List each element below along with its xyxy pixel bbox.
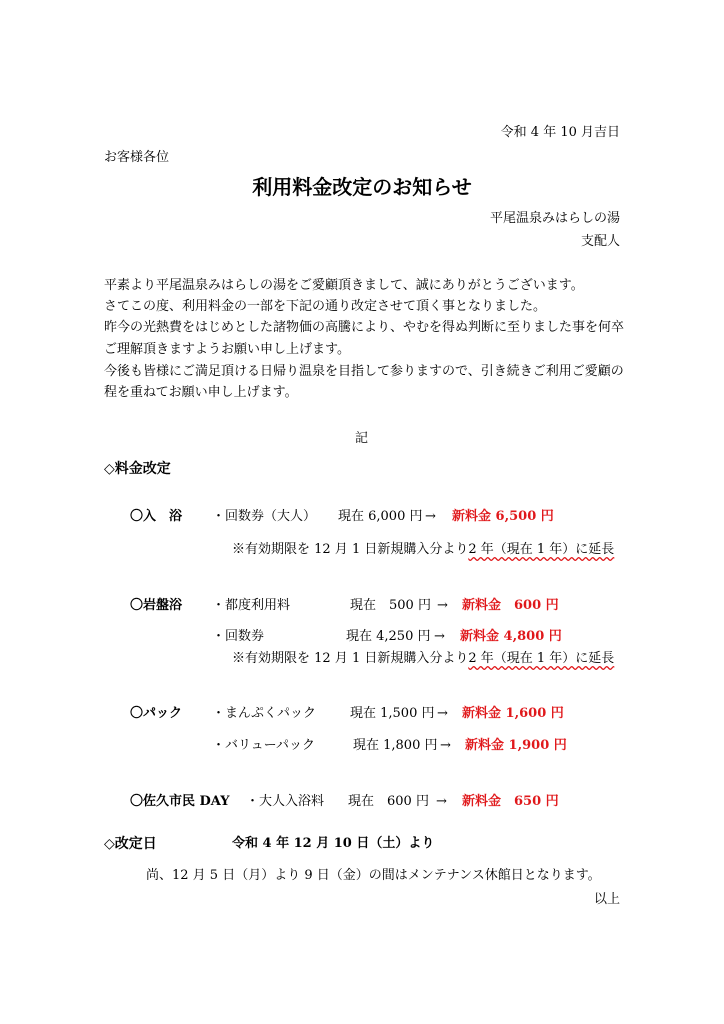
closing-mark: 以上 xyxy=(593,892,620,907)
category-bedrock-bath: 〇岩盤浴 xyxy=(130,598,183,613)
note-highlight: 2 年（現在 1 年）に延長 xyxy=(468,542,615,557)
body-line: ご理解頂きますようお願い申し上げます。 xyxy=(104,342,350,357)
current-price: 現在 6,000 円 xyxy=(338,509,423,524)
fee-section-heading: ◇料金改定 xyxy=(104,461,171,477)
category-bath: 〇入 浴 xyxy=(130,509,183,524)
new-price: 新料金 4,800 円 xyxy=(460,629,562,644)
current-price: 現在 600 円 xyxy=(348,794,429,809)
revision-date: 令和 4 年 12 月 10 日（土）より xyxy=(232,836,435,851)
item-name: ・回数券（大人） xyxy=(212,509,317,524)
item-name: ・大人入浴料 xyxy=(246,794,325,809)
revision-section-heading: ◇改定日 xyxy=(104,836,157,852)
current-price: 現在 1,500 円 xyxy=(350,706,435,721)
validity-note xyxy=(232,651,614,667)
new-price: 新料金 1,600 円 xyxy=(462,706,564,721)
issuer-role: 支配人 xyxy=(580,234,620,249)
category-saku-citizen-day: 〇佐久市民 DAY xyxy=(130,794,230,809)
arrow-icon: → xyxy=(434,629,445,644)
body-line: 今後も皆様にご満足頂ける日帰り温泉を目指して参りますので、引き続きご利用ご愛顧の xyxy=(104,364,624,379)
ki-mark: 記 xyxy=(355,431,369,446)
note-highlight: 2 年（現在 1 年）に延長 xyxy=(468,651,615,666)
item-name: ・都度利用料 xyxy=(212,598,291,613)
arrow-icon: → xyxy=(440,738,451,753)
arrow-icon: → xyxy=(436,794,447,809)
issuer-org: 平尾温泉みはらしの湯 xyxy=(489,211,620,226)
category-pack: 〇パック xyxy=(130,706,183,721)
new-price: 新料金 6,500 円 xyxy=(452,509,554,524)
item-name: ・バリューパック xyxy=(212,738,315,753)
arrow-icon: → xyxy=(425,509,436,524)
new-price: 新料金 650 円 xyxy=(462,794,559,809)
body-line: 昨今の光熱費をはじめとした諸物価の高騰により、やむを得ぬ判断に至りました事を何卒 xyxy=(104,320,625,335)
current-price: 現在 1,800 円 xyxy=(353,738,438,753)
new-price: 新料金 1,900 円 xyxy=(465,738,567,753)
body-line: 程を重ねてお願い申し上げます。 xyxy=(104,385,298,400)
note-prefix: ※有効期限を 12 月 1 日新規購入分より xyxy=(232,542,469,557)
page-title: 利用料金改定のお知らせ xyxy=(252,175,472,199)
current-price: 現在 500 円 xyxy=(350,598,431,613)
recipient: お客様各位 xyxy=(104,150,170,165)
item-name: ・回数券 xyxy=(212,629,265,644)
note-prefix: ※有効期限を 12 月 1 日新規購入分より xyxy=(232,651,469,666)
body-line: さてこの度、利用料金の一部を下記の通り改定させて頂く事となりました。 xyxy=(104,299,547,314)
arrow-icon: → xyxy=(437,706,448,721)
validity-note xyxy=(232,542,614,558)
closure-note: 尚、12 月 5 日（月）より 9 日（金）の間はメンテナンス休館日となります。 xyxy=(146,868,601,883)
new-price: 新料金 600 円 xyxy=(462,598,559,613)
item-name: ・まんぷくパック xyxy=(212,706,317,721)
body-line: 平素より平尾温泉みはらしの湯をご愛顧頂きまして、誠にありがとうございます。 xyxy=(104,278,584,293)
issue-date: 令和 4 年 10 月吉日 xyxy=(500,125,620,140)
arrow-icon: → xyxy=(437,598,448,613)
current-price: 現在 4,250 円 xyxy=(346,629,431,644)
